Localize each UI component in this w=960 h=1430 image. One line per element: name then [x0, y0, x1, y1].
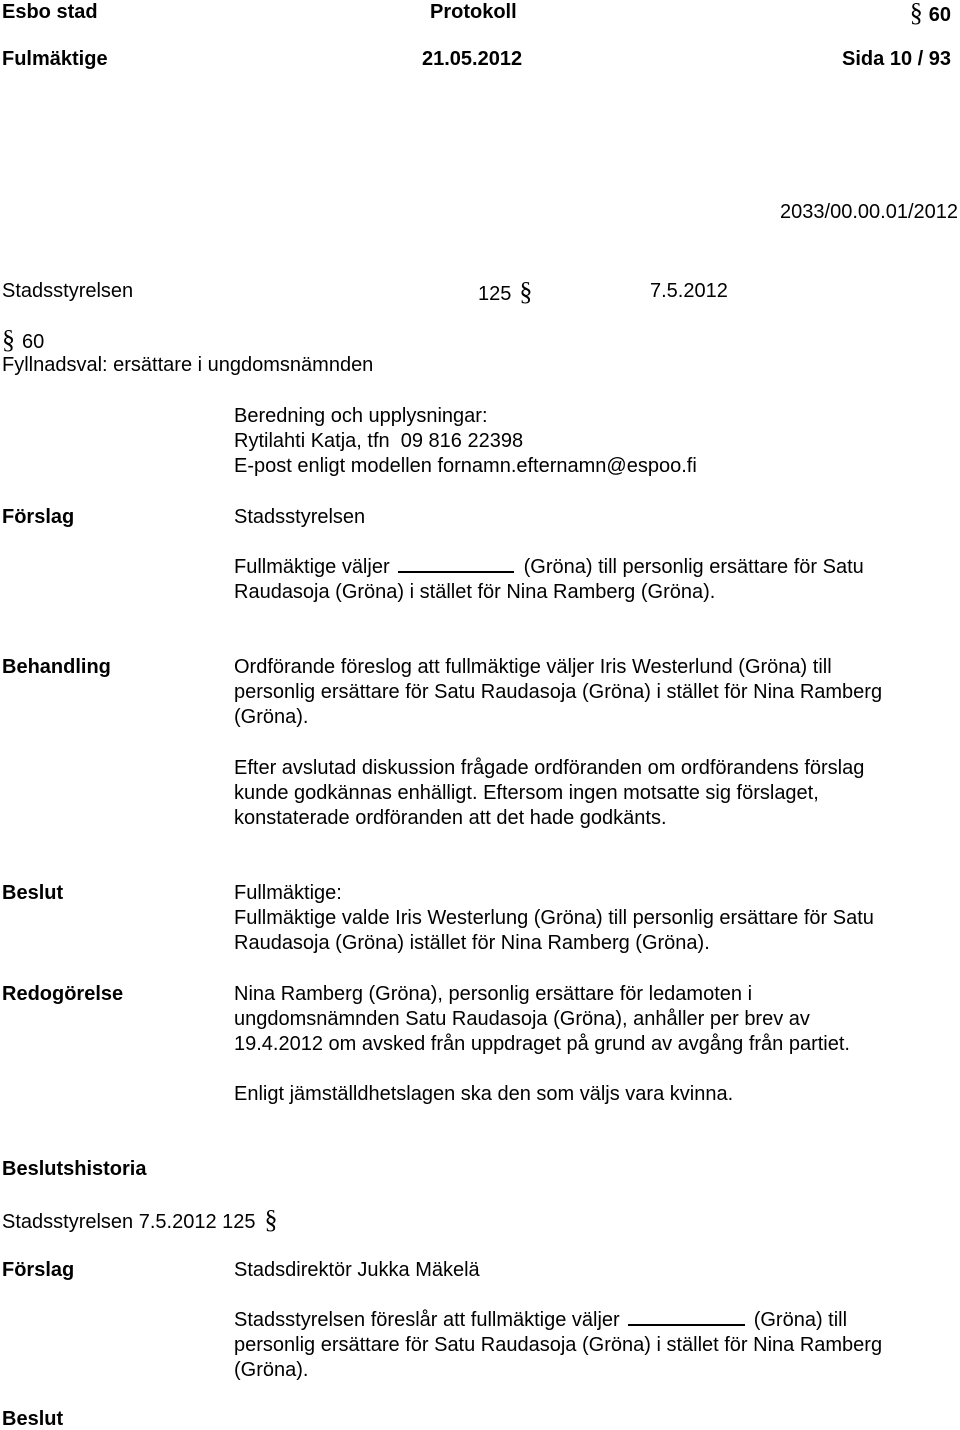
reference-date: 7.5.2012: [650, 280, 728, 302]
section-sign: §: [909, 0, 923, 27]
reference-item: [478, 279, 532, 304]
decision-label: Beslut: [2, 882, 64, 904]
history-meeting: [2, 1207, 278, 1232]
history-proposal-line: [234, 1308, 847, 1333]
history-meeting-text: Stadsstyrelsen 7.5.2012 125: [2, 1211, 256, 1233]
blank-underline: [398, 571, 514, 573]
header-org: Esbo stad: [2, 1, 98, 23]
handling-label: Behandling: [2, 656, 111, 678]
blank-underline: [628, 1324, 745, 1326]
text-segment: Fullmäktige väljer: [234, 556, 390, 578]
proposal-line: Raudasoja (Gröna) i stället för Nina Ramberg (Gröna).: [234, 581, 716, 603]
section-sign: §: [264, 1205, 278, 1234]
text-line: Nina Ramberg (Gröna), personlig ersättare för ledamoten i: [234, 983, 753, 1005]
header-doc-type: Protokoll: [430, 1, 517, 23]
text-line: (Gröna).: [234, 706, 309, 728]
text-line: 19.4.2012 om avsked från uppdraget på grund av avgång från partiet.: [234, 1033, 850, 1055]
text-segment: Stadsstyrelsen föreslår att fullmäktige väljer: [234, 1309, 620, 1331]
case-number: 2033/00.00.01/2012: [780, 201, 958, 223]
header-body: Fulmäktige: [2, 48, 108, 70]
proposal-proposer: Stadsstyrelsen: [234, 506, 366, 528]
header-date: 21.05.2012: [422, 48, 523, 70]
text-line: konstaterade ordföranden att det hade godkänts.: [234, 807, 667, 829]
header-page-number: Sida 10 / 93: [842, 48, 951, 70]
proposal-label: Förslag: [2, 506, 75, 528]
history-decision-label: Beslut: [2, 1408, 64, 1430]
preparation-line: E-post enligt modellen fornamn.efternamn@espoo.fi: [234, 455, 697, 477]
text-line: ungdomsnämnden Satu Raudasoja (Gröna), anhåller per brev av: [234, 1008, 810, 1030]
section-sign: §: [519, 277, 533, 306]
section-sign: §: [2, 325, 15, 354]
reference-item-number: 125: [478, 283, 512, 305]
text-line: Efter avslutad diskussion frågade ordföranden om ordförandens förslag: [234, 757, 865, 779]
text-segment: (Gröna) till: [753, 1309, 848, 1331]
history-proposal-label: Förslag: [2, 1259, 75, 1281]
text-line: personlig ersättare för Satu Raudasoja (Gröna) i stället för Nina Ramberg: [234, 681, 883, 703]
text-line: Enligt jämställdhetslagen ska den som väljs vara kvinna.: [234, 1083, 734, 1105]
header-section: [910, 0, 951, 25]
preparation-line: Rytilahti Katja, tfn 09 816 22398: [234, 430, 524, 452]
history-proposal-line: (Gröna).: [234, 1359, 309, 1381]
header-section-number: 60: [928, 4, 951, 26]
text-line: Raudasoja (Gröna) istället för Nina Ramberg (Gröna).: [234, 932, 710, 954]
item-section: [2, 327, 44, 352]
item-section-number: 60: [22, 331, 45, 353]
item-title: Fyllnadsval: ersättare i ungdomsnämnden: [2, 354, 374, 376]
preparation-line: Beredning och upplysningar:: [234, 405, 488, 427]
proposal-line: [234, 555, 864, 580]
text-line: Ordförande föreslog att fullmäktige väljer Iris Westerlund (Gröna) till: [234, 656, 832, 678]
history-label: Beslutshistoria: [2, 1158, 147, 1180]
text-line: kunde godkännas enhälligt. Eftersom ingen motsatte sig förslaget,: [234, 782, 819, 804]
report-label: Redogörelse: [2, 983, 124, 1005]
reference-body: Stadsstyrelsen: [2, 280, 134, 302]
history-proposal-proposer: Stadsdirektör Jukka Mäkelä: [234, 1259, 480, 1281]
text-line: Fullmäktige:: [234, 882, 342, 904]
history-proposal-line: personlig ersättare för Satu Raudasoja (Gröna) i stället för Nina Ramberg: [234, 1334, 883, 1356]
text-line: Fullmäktige valde Iris Westerlung (Gröna) till personlig ersättare för Satu: [234, 907, 874, 929]
text-segment: (Gröna) till personlig ersättare för Satu: [523, 556, 864, 578]
